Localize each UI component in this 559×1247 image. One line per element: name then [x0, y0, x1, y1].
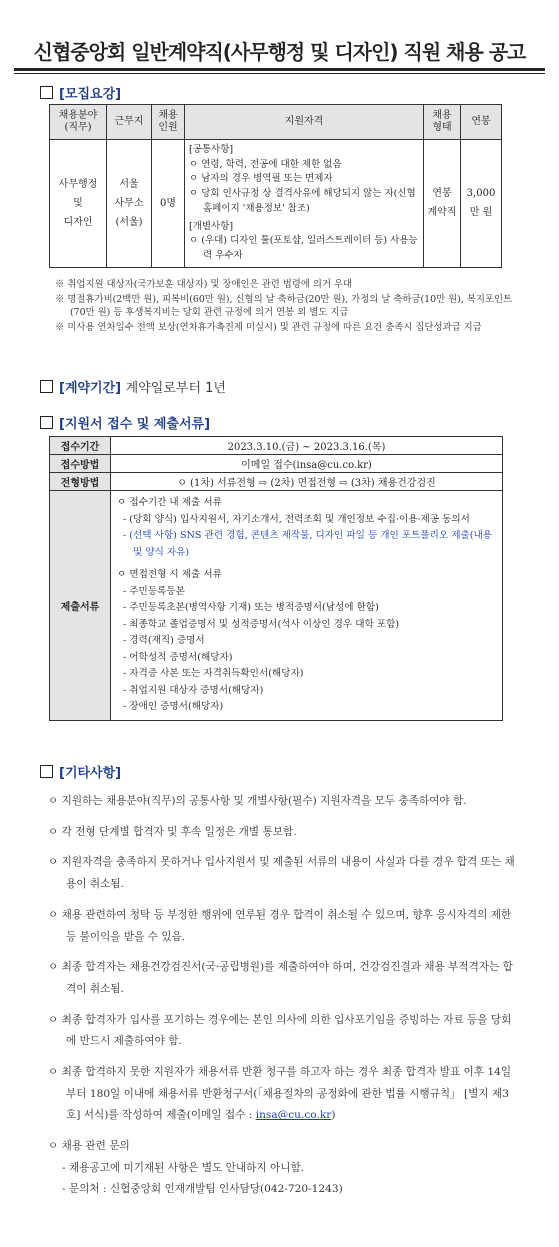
cell-qualification: [185, 140, 424, 268]
docs-item: - 주민등록초본(병역사항 기재) 또는 병적증명서(남성에 한함): [123, 602, 379, 613]
section-heading-apply: [지원서 접수 및 제출서류]: [40, 413, 210, 432]
page-title: 신협중앙회 일반계약직(사무행정 및 디자인) 직원 채용 공고: [33, 40, 526, 64]
section-heading-recruit: [모집요강]: [40, 83, 121, 102]
docs-heading: ㅇ 면접전형 시 제출 서류: [117, 569, 222, 580]
header-count: 채용 인원: [152, 105, 185, 140]
apply-table: [49, 436, 503, 721]
docs-item: - 주민등록등본: [123, 585, 185, 597]
misc-item: ㅇ 각 전형 단계별 합격자 및 후속 일정은 개별 통보함.: [48, 825, 297, 838]
email-link[interactable]: insa@cu.co.kr: [255, 1109, 332, 1122]
misc-list: [48, 791, 518, 1199]
table-row: [50, 140, 502, 268]
docs-item: - 최종학교 졸업증명서 및 성적증명서(석사 이상인 경우 대학 포함): [123, 618, 400, 630]
checkbox-square-icon: [40, 380, 53, 393]
note-item: ※ 취업지원 대상자(국가보훈 대상자) 및 장애인은 관련 법령에 의거 우대: [55, 279, 353, 290]
method-label: 접수방법: [50, 455, 111, 473]
header-location: 근무지: [107, 105, 152, 140]
docs-item-optional: - (선택 사항) SNS 관련 경험, 콘텐츠 제작물, 디자인 파일 등 개인 포트폴리오 제출(내용 및 양식 자유): [123, 530, 493, 558]
note-item: ※ 명절휴가비(2백만 원), 피복비(60만 원), 신협의 날 축하금(20만 원), 가정의 날 축하금(10만 원), 복지포인트(70만 원) 등 후생복지비는 당회 관련 규정에 의거 연봉 외 별도 지급: [55, 293, 513, 319]
common-item: ㅇ 당회 인사규정 상 결격사유에 해당되지 않는 자(신협홈페이지 '채용정보' 참조): [189, 188, 416, 214]
docs-item: - 경력(재직) 증명서: [123, 635, 205, 646]
method-value: 이메일 접수(insa@cu.co.kr): [111, 455, 503, 473]
docs-item: - 어학성적 증명서(해당자): [123, 651, 233, 663]
notes-list: [55, 278, 515, 336]
docs-label: 제출서류: [50, 491, 111, 721]
period-label: 접수기간: [50, 437, 111, 455]
contract-period: 계약일로부터 1년: [125, 381, 226, 396]
docs-item: - 자격증 사본 또는 자격취득확인서(해당자): [123, 668, 304, 679]
inquiry-contact: - 문의처 : 신협중앙회 인재개발팀 인사담당(042-720-1243): [62, 1182, 343, 1195]
individual-heading: [개별사항]: [189, 220, 234, 232]
title-rule: [14, 68, 545, 71]
common-heading: [공통사항]: [189, 144, 234, 155]
misc-item: ㅇ 지원자격을 충족하지 못하거나 입사지원서 및 제출된 서류의 내용이 사실과 다를 경우 합격 또는 채용이 취소됨.: [48, 856, 515, 891]
cell-count: 0명: [152, 140, 185, 268]
checkbox-square-icon: [40, 416, 53, 429]
misc-item: ㅇ 최종 합격자는 채용건강검진서(국·공립병원)를 제출하여야 하며, 건강검진결과 채용 부적격자는 합격이 취소됨.: [48, 961, 513, 995]
cell-location: 서울 사무소 (서울): [107, 140, 152, 268]
note-item: ※ 미사용 연차일수 전액 보상(연차휴가촉진제 미실시) 및 관련 규정에 따른 요건 충족시 집단성과급 지급: [55, 321, 482, 333]
checkbox-square-icon: [40, 86, 53, 99]
cell-type: 연봉 계약직: [424, 140, 461, 268]
table-row: [50, 437, 503, 455]
docs-value: [111, 491, 503, 721]
individual-item: ㅇ (우대) 디자인 툴(포토샵, 일러스트레이터 등) 사용능력 우수자: [189, 235, 418, 262]
cell-field: 사무행정 및 디자인: [50, 140, 107, 268]
table-header-row: [50, 105, 502, 140]
docs-item: - (당회 양식) 입사지원서, 자기소개서, 전력조회 및 개인정보 수집·이용·제공 동의서: [123, 513, 470, 525]
table-row: [50, 455, 503, 473]
common-item: ㅇ 연령, 학력, 전공에 대한 제한 없음: [189, 158, 342, 170]
process-value: ㅇ (1차) 서류전형 ⇨ (2차) 면접전형 ⇨ (3차) 채용건강검진: [111, 473, 503, 491]
header-qualification: 지원자격: [185, 105, 424, 140]
table-row: [50, 491, 503, 721]
period-value: 2023.3.10.(금) ~ 2023.3.16.(목): [111, 437, 503, 455]
docs-heading: ㅇ 접수기간 내 제출 서류: [117, 497, 222, 508]
misc-item: ㅇ 최종 합격자가 입사를 포기하는 경우에는 본인 의사에 의한 입사포기임을 증빙하는 자료 등을 당회에 반드시 제출하여야 함.: [48, 1013, 512, 1048]
header-salary: 연봉: [461, 105, 502, 140]
table-row: [50, 473, 503, 491]
header-type: 채용 형태: [424, 105, 461, 140]
checkbox-square-icon: [40, 765, 53, 778]
header-field: 채용분야 (직무): [50, 105, 107, 140]
misc-item: ㅇ 채용 관련하여 청탁 등 부정한 행위에 연루된 경우 합격이 취소될 수 있으며, 향후 응시자격의 제한 등 불이익을 받을 수 있음.: [48, 908, 512, 943]
inquiry-line: - 채용공고에 미기재된 사항은 별도 안내하지 아니함.: [62, 1161, 305, 1174]
process-label: 전형방법: [50, 473, 111, 491]
title-rule-thin: [14, 73, 545, 74]
docs-item: - 장애인 증명서(해당자): [123, 701, 224, 712]
misc-item-return: ㅇ 최종 합격하지 못한 지원자가 채용서류 반환 청구를 하고자 하는 경우 최종 합격자 발표 이후 14일부터 180일 이내에 채용서류 반환청구서(「채용절차의 공정화에 관한 법률 시행규칙」 [별지 제3호] 서식)를 작성하여 제출(이메일 접수 : insa@cu.co.kr): [48, 1066, 512, 1122]
section-heading-misc: [기타사항]: [40, 762, 121, 781]
docs-item: - 취업지원 대상자 증명서(해당자): [123, 684, 264, 696]
section-heading-contract: [계약기간] 계약일로부터 1년: [40, 377, 226, 396]
inquiry-heading: ㅇ 채용 관련 문의: [48, 1140, 130, 1153]
misc-item: ㅇ 지원하는 채용분야(직무)의 공통사항 및 개별사항(필수) 지원자격을 모두 충족하여야 함.: [48, 795, 467, 807]
cell-salary: 3,000 만 원: [461, 140, 502, 268]
recruit-table: [49, 104, 502, 268]
common-item: ㅇ 남자의 경우 병역필 또는 면제자: [189, 173, 333, 185]
